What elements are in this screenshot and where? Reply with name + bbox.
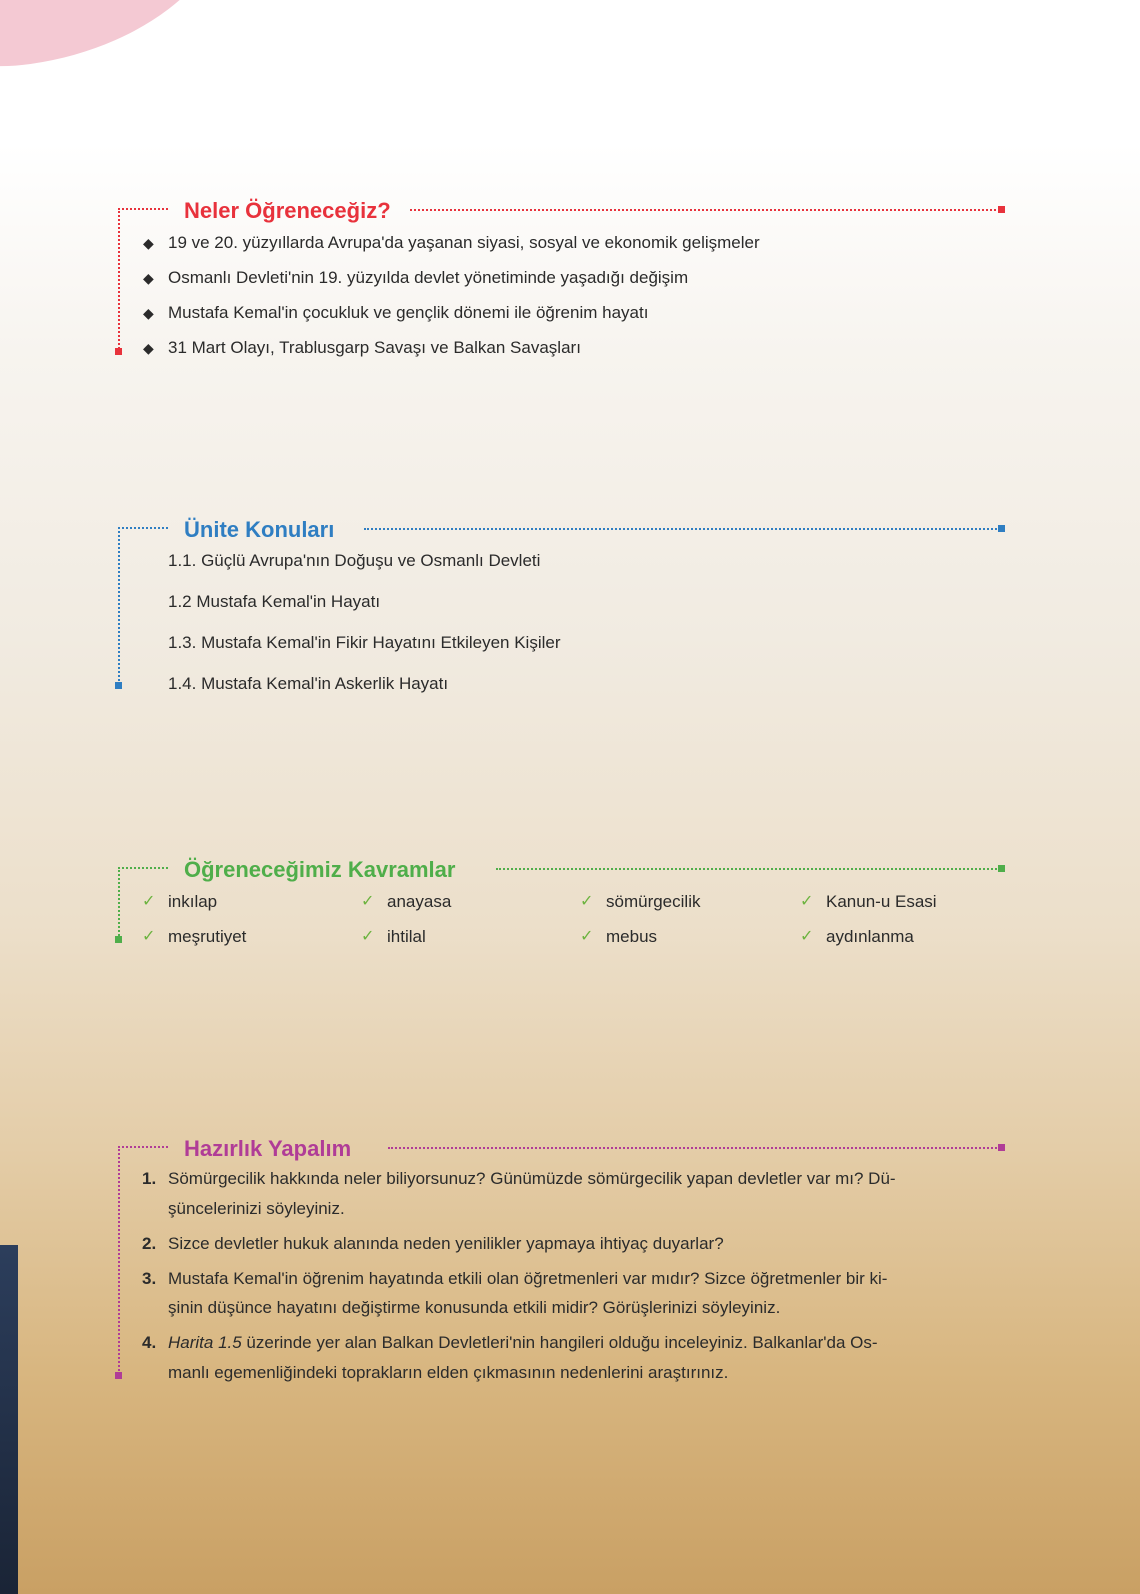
term-item: meşrutiyet [168,927,247,946]
section-frame-line [118,208,168,210]
list-item: 1.3. Mustafa Kemal'in Fikir Hayatını Etkileyen Kişiler [168,633,561,652]
list-item: 1.1. Güçlü Avrupa'nın Doğuşu ve Osmanlı Devleti [168,551,541,570]
check-icon: ✓ [142,893,156,910]
decorative-corner-shape [0,0,256,85]
section-title: Neler Öğreneceğiz? [184,198,391,223]
term-item: anayasa [387,892,452,911]
check-icon: ✓ [361,928,375,945]
term-item: inkılap [168,892,218,911]
check-icon: ✓ [580,893,594,910]
list-item: 19 ve 20. yüzyıllarda Avrupa'da yaşanan siyasi, sosyal ve ekonomik gelişmeler [168,233,760,252]
frame-end-marker [115,1372,122,1379]
question-text [168,1333,878,1353]
question-number: 2. [142,1234,157,1253]
term-item: aydınlanma [826,927,914,946]
section-frame-line [410,209,1000,211]
question-text: manlı egemenliğindeki toprakların elden çıkmasının nedenlerini araştırınız. [168,1363,729,1382]
section-title: Hazırlık Yapalım [184,1136,352,1161]
bullet-icon: ◆ [143,305,154,321]
section-frame-line [118,208,120,352]
section-frame-line [496,868,1000,870]
decorative-left-strip [0,1245,18,1594]
section-frame-line [118,1146,168,1148]
question-text: şinin düşünce hayatını değiştirme konusunda etkili midir? Görüşlerinizi söyleyiniz. [168,1298,781,1317]
list-item: Mustafa Kemal'in çocukluk ve gençlik dönemi ile öğrenim hayatı [168,303,649,322]
term-item: sömürgecilik [606,892,701,911]
check-icon: ✓ [142,928,156,945]
bullet-icon: ◆ [143,270,154,286]
frame-end-marker [998,525,1005,532]
frame-end-marker [115,936,122,943]
section-frame-line [118,527,168,529]
section-frame-line [118,867,120,939]
question-text: Sizce devletler hukuk alanında neden yenilikler yapmaya ihtiyaç duyarlar? [168,1234,724,1253]
frame-end-marker [115,348,122,355]
question-text-rest: üzerinde yer alan Balkan Devletleri'nin hangileri olduğu inceleyiniz. Balkanlar'da Os- [241,1333,878,1352]
section-frame-line [118,527,120,685]
question-text: Sömürgecilik hakkında neler biliyorsunuz? Günümüzde sömürgecilik yapan devletler var mı? Dü- [168,1169,896,1188]
question-text: Mustafa Kemal'in öğrenim hayatında etkili olan öğretmenleri var mıdır? Sizce öğretmenler bir ki- [168,1269,888,1288]
frame-end-marker [115,682,122,689]
check-icon: ✓ [800,893,814,910]
question-number: 1. [142,1169,157,1188]
section-frame-line [388,1147,1000,1149]
list-item: 1.2 Mustafa Kemal'in Hayatı [168,592,381,611]
frame-end-marker [998,206,1005,213]
term-item: Kanun-u Esasi [826,892,937,911]
frame-end-marker [998,865,1005,872]
question-text: şüncelerinizi söyleyiniz. [168,1199,345,1218]
check-icon: ✓ [361,893,375,910]
bullet-icon: ◆ [143,340,154,356]
list-item: 31 Mart Olayı, Trablusgarp Savaşı ve Balkan Savaşları [168,338,581,357]
section-frame-line [364,528,1000,530]
map-reference: Harita 1.5 [168,1333,242,1352]
check-icon: ✓ [580,928,594,945]
question-number: 4. [142,1333,157,1352]
check-icon: ✓ [800,928,814,945]
section-title: Ünite Konuları [184,517,335,542]
bullet-icon: ◆ [143,235,154,251]
term-item: mebus [606,927,658,946]
section-frame-line [118,867,168,869]
term-item: ihtilal [387,927,426,946]
question-number: 3. [142,1269,157,1288]
section-title: Öğreneceğimiz Kavramlar [184,857,456,882]
list-item: 1.4. Mustafa Kemal'in Askerlik Hayatı [168,674,449,693]
frame-end-marker [998,1144,1005,1151]
list-item: Osmanlı Devleti'nin 19. yüzyılda devlet yönetiminde yaşadığı değişim [168,268,689,287]
section-frame-line [118,1146,120,1374]
